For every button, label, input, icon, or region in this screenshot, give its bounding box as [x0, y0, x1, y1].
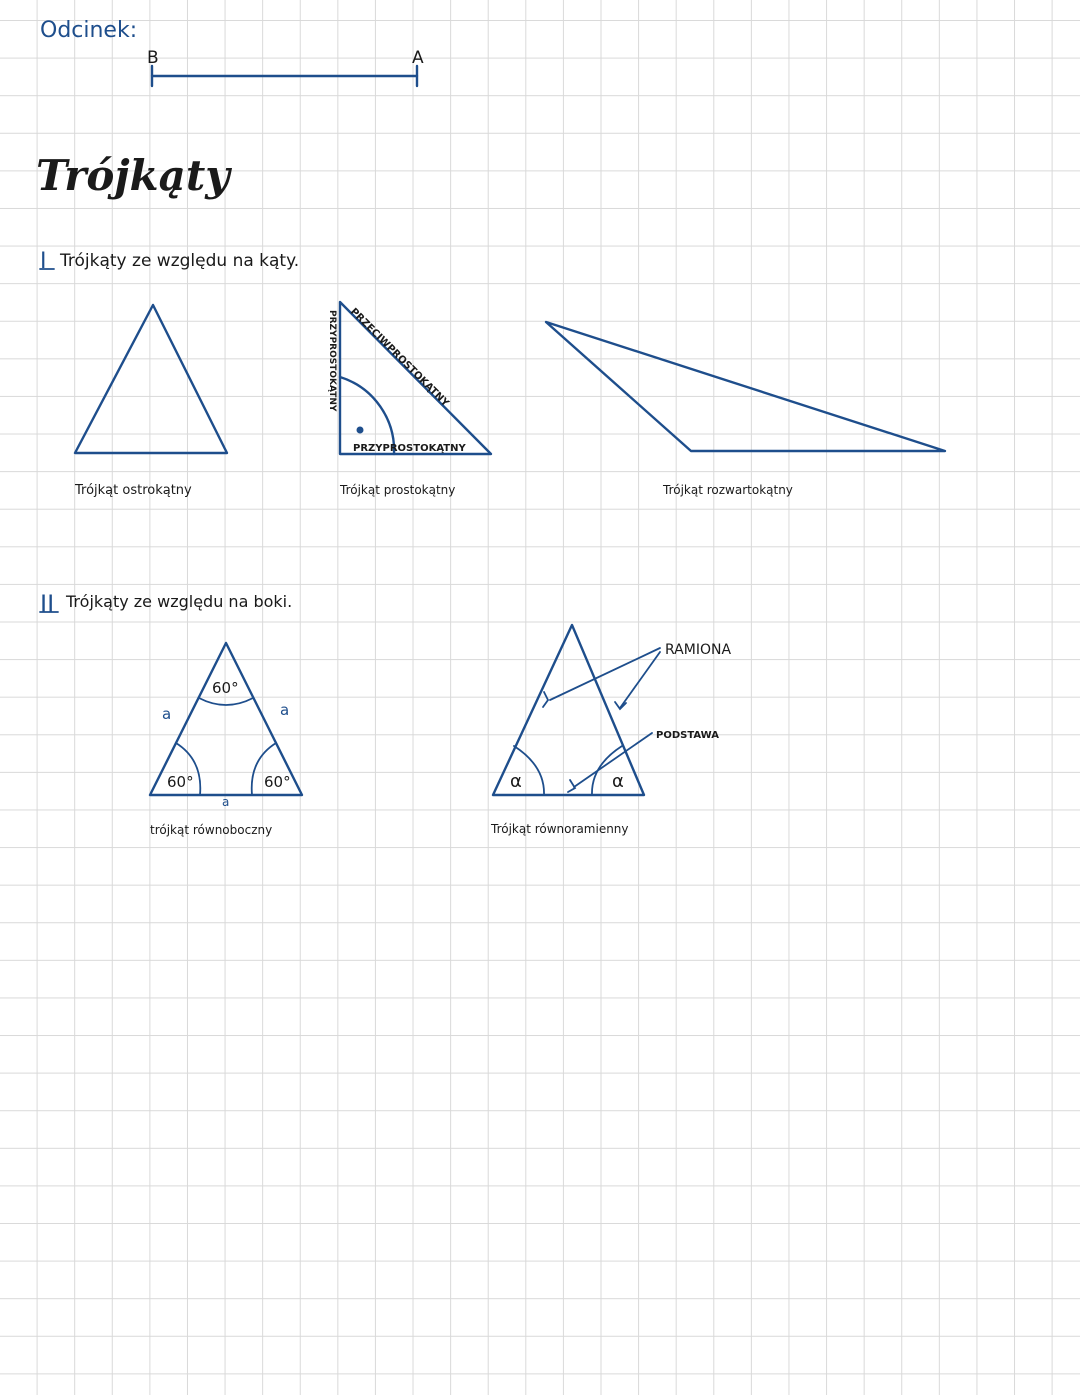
equilateral-angle-top: 60° [212, 679, 239, 697]
isosceles-triangle [493, 625, 644, 795]
section-2-heading: Trójkąty ze względu na boki. [66, 592, 293, 611]
acute-caption: Trójkąt ostrokątny [75, 483, 192, 498]
obtuse-caption: Trójkąt rozwartokątny [663, 483, 793, 497]
equilateral-angle-right: 60° [264, 773, 291, 791]
equilateral-side-right: a [280, 701, 290, 719]
segment-heading: Odcinek: [40, 18, 138, 43]
segment-point-b: B [147, 48, 159, 68]
equilateral-angle-left: 60° [167, 773, 194, 791]
equilateral-side-left: a [162, 705, 172, 723]
section-1-heading: Trójkąty ze względu na kąty. [60, 251, 300, 271]
leg-vertical-label: PRZYPROSTOKĄTNY [327, 310, 337, 412]
obtuse-triangle [546, 322, 945, 451]
segment-point-a: A [412, 48, 424, 68]
right-caption: Trójkąt prostokątny [340, 483, 456, 497]
segment-ab [152, 66, 417, 86]
arms-pointer-arrows [543, 648, 660, 709]
leg-horizontal-label: PRZYPROSTOKĄTNY [353, 443, 466, 454]
isosceles-angle-left: α [510, 771, 522, 792]
hypotenuse-label: PRZECIWPROSTOKĄTNY [347, 306, 451, 410]
isosceles-angle-right: α [612, 771, 624, 792]
section-1-numeral: I [40, 249, 47, 274]
acute-triangle [75, 305, 227, 453]
arms-label: RAMIONA [665, 642, 732, 658]
base-label: PODSTAWA [656, 730, 719, 741]
isosceles-caption: Trójkąt równoramienny [491, 822, 629, 836]
equilateral-caption: trójkąt równoboczny [150, 823, 273, 837]
section-2-numeral: II [40, 590, 55, 618]
equilateral-side-bottom: a [222, 795, 230, 809]
page-title: Trójkąty [36, 151, 230, 200]
